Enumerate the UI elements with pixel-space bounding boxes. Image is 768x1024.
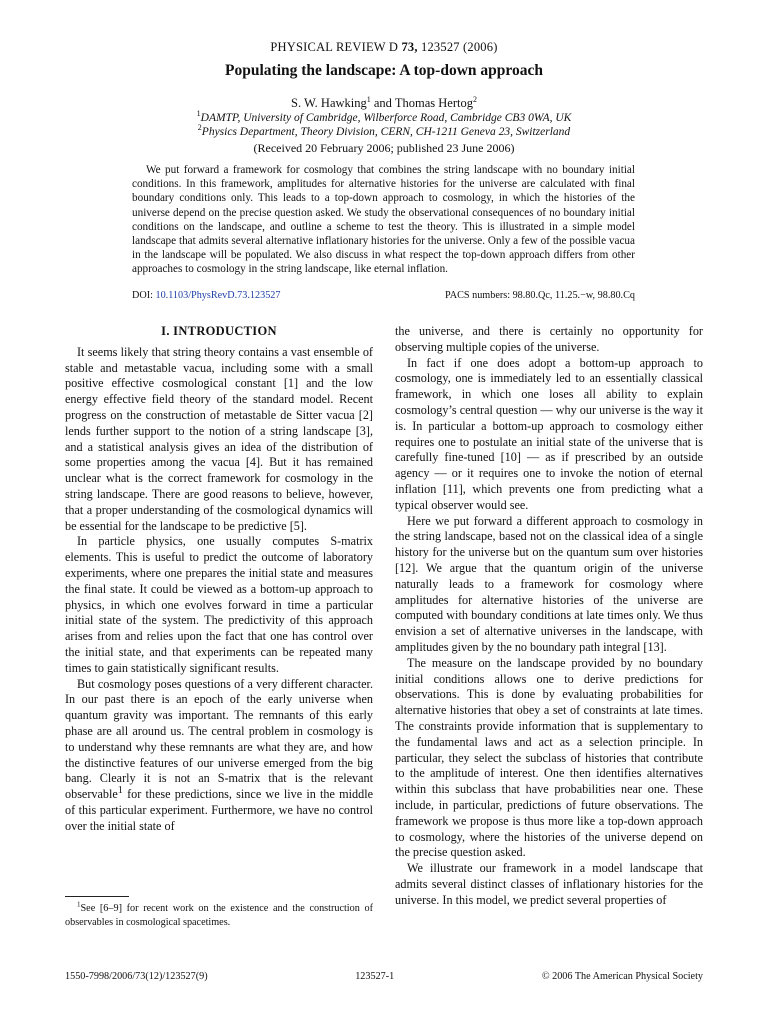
doi	[132, 290, 280, 301]
paragraph-text: for these predictions, since we live in the middle of this particular experiment. Furthermore, we have no control over the initial state of	[65, 787, 373, 833]
paragraph	[65, 677, 373, 835]
affiliation-mark: 2	[197, 123, 202, 133]
paragraph: In particle physics, one usually computes S-matrix elements. This is useful to predict the outcome of laboratory experiments, where one prepares the initial state and measures the final state. It could be viewed as a bottom-up approach to physics, in which one evolves forward in time a particular initial state of the system. The predictivity of this approach arises from and relies upon the fact that one has control over the initial state, and that experiments can be repeated many times to gain statistically significant results.	[65, 534, 373, 675]
footnote-divider	[65, 896, 129, 897]
affiliation-mark: 1	[196, 109, 201, 119]
affiliation	[0, 125, 768, 139]
journal-name: PHYSICAL REVIEW D	[270, 40, 399, 54]
affiliation-mark: 2	[472, 94, 477, 104]
author-name: S. W. Hawking	[291, 96, 367, 110]
right-column	[395, 324, 703, 908]
article-info: 123527 (2006)	[421, 40, 498, 54]
footnote-text: See [6–9] for recent work on the existence and the construction of observables in cosmological spacetimes.	[65, 903, 373, 928]
paragraph: In fact if one does adopt a bottom-up approach to cosmology, one is immediately led to an essentially classical framework, in which one loses all ability to explain cosmology’s central question — why our universe is the way it is. In particular a bottom-up approach to cosmology either requires one to postulate an initial state of the universe that is carefully fine-tuned [10] — as if prescribed by an outside agency — or it requires one to invoke the notion of eternal inflation [11], which prevents one from predicting what a typical observer would see.	[395, 355, 703, 512]
journal-volume: 73,	[401, 40, 418, 54]
author-conjunction: and	[373, 96, 392, 110]
pacs-numbers: PACS numbers: 98.80.Qc, 11.25.−w, 98.80.Cq	[445, 290, 635, 301]
doi-link[interactable]: 10.1103/PhysRevD.73.123527	[155, 290, 281, 301]
paragraph: Here we put forward a different approach to cosmology in the string landscape, based not on the classical idea of a single history for the universe but on the quantum sum over histories [12]. We argue that the quantum origin of the universe naturally leads to a framework for cosmology where amplitudes for alternative histories of the universe are computed with boundary conditions at late times only. We thus envision a set of alternative universes in the landscape, with amplitudes given by the no boundary path integral [13].	[395, 513, 703, 654]
page-footer	[65, 971, 703, 982]
paragraph-text: But cosmology poses questions of a very different character. In our past there is an epoch of the early universe when quantum gravity was important. The remnants of this early phase are all around us. The central problem in cosmology is to understand why these remnants are what they are, and how the distinctive features of our universe emerged from the big bang. Clearly it is not an S-matrix that is the relevant observable	[65, 676, 373, 802]
affiliation-text: Physics Department, Theory Division, CERN, CH-1211 Geneva 23, Switzerland	[201, 126, 571, 138]
paragraph: We illustrate our framework in a model landscape that admits several distinct classes of inflationary histories for the universe. In this model, we predict several properties of	[395, 861, 703, 907]
paragraph: the universe, and there is certainly no opportunity for observing multiple copies of the universe.	[395, 324, 703, 354]
issn-code: 1550-7998/2006/73(12)/123527(9)	[65, 971, 208, 982]
doi-label: DOI:	[132, 290, 153, 301]
affiliation-text: DAMTP, University of Cambridge, Wilberforce Road, Cambridge CB3 0WA, UK	[200, 112, 572, 124]
abstract: We put forward a framework for cosmology that combines the string landscape with no boundary initial conditions. In this framework, amplitudes for alternative histories for the universe are calculated with final boundary conditions only. This leads to a top-down approach to cosmology, in which the histories of the universe depend on the precise question asked. We study the observational consequences of no boundary initial conditions on the landscape, and outline a scheme to test the theory. This is illustrated in a simple model landscape that admits several alternative inflationary histories for the universe. Only a few of the possible vacua in the landscape will be populated. We also discuss in what respect the top-down approach differs from other approaches to cosmology in the string landscape, like eternal inflation.	[132, 164, 635, 276]
journal-header	[0, 40, 768, 55]
affiliation-mark: 1	[366, 94, 371, 104]
footnote-reference[interactable]: 1	[117, 785, 123, 797]
paper-title: Populating the landscape: A top-down approach	[225, 62, 543, 79]
author-name: Thomas Hertog	[394, 96, 473, 110]
doi-pacs-row	[132, 290, 635, 301]
paragraph: It seems likely that string theory contains a vast ensemble of stable and metastable vacua, including some with a small positive effective cosmological constant [1] and the low energy effective field theory of the standard model. Recent progress on the construction of metastable de Sitter vacua [2] lends further support to the notion of a string landscape [3], and a statistical analysis gives an idea of the distribution of some properties among the vacua [4]. But it has remained unclear what is the correct framework for cosmology in the string landscape. There are good reasons to believe, however, that a proper understanding of the cosmological dynamics will be essential for the landscape to be predictive [5].	[65, 344, 373, 533]
footnote	[65, 902, 373, 929]
received-dates: (Received 20 February 2006; published 23 June 2006)	[253, 141, 515, 155]
copyright: © 2006 The American Physical Society	[541, 971, 703, 982]
footnote-mark: 1	[77, 900, 81, 909]
page-number: 123527-1	[355, 971, 395, 982]
left-column	[65, 324, 373, 835]
affiliations	[0, 111, 768, 139]
author-list	[0, 96, 768, 111]
section-heading: I. INTRODUCTION	[161, 324, 277, 338]
paragraph: The measure on the landscape provided by no boundary initial conditions allows one to derive predictions for observations. This is done by evaluating probabilities for alternative histories that obey a set of constraints at late times. The constraints provide information that is supplementary to the fundamental laws and act as a selection principle. In particular, they select the subclass of histories that contribute to the amplitude of interest. One then identifies alternatives within this subclass that have probabilities near one. These include, in particular, predictions of future observations. The framework we propose is thus more like a top-down approach to cosmology, where the histories of the universe depend on the precise question asked.	[395, 655, 703, 860]
affiliation	[0, 111, 768, 125]
